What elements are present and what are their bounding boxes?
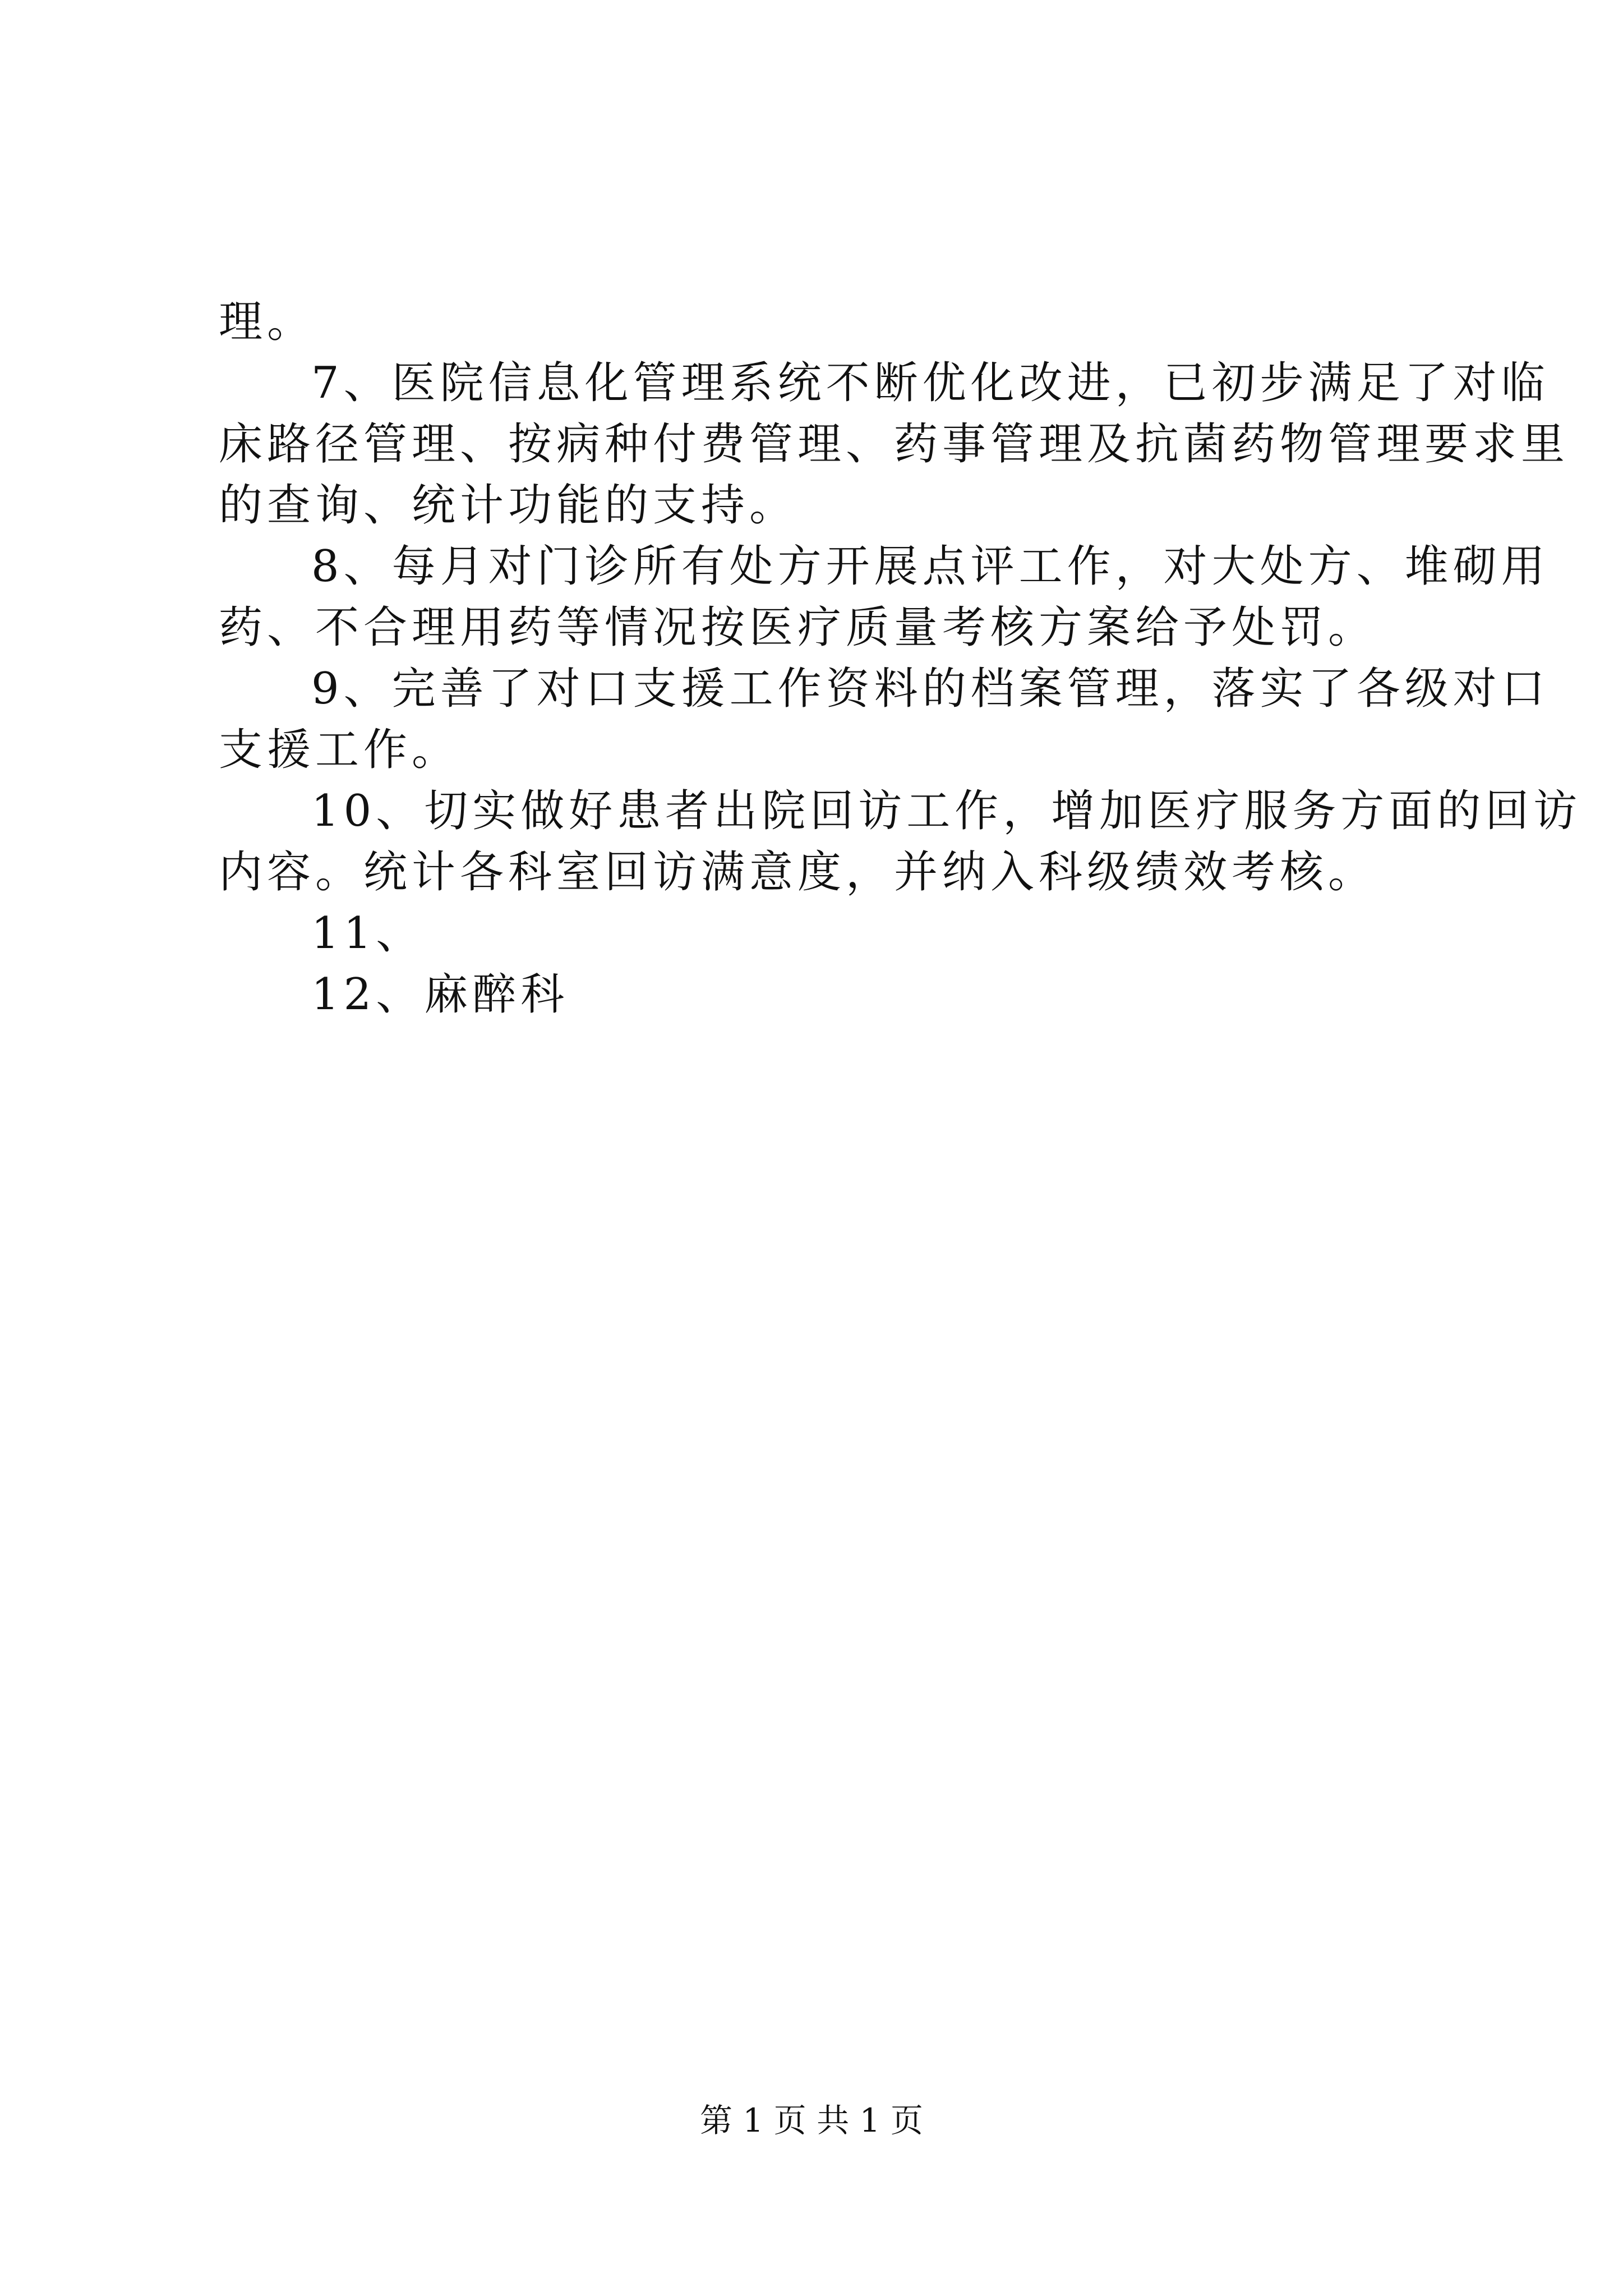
paragraph-9-line-2: 支援工作。 [219, 725, 460, 775]
paragraph-10-line-2: 内容。统计各科室回访满意度，并纳入科级绩效考核。 [219, 847, 1377, 898]
page-footer [0, 2098, 1623, 2143]
document-body [219, 292, 1582, 1025]
paragraph-7-line-1: 7、医院信息化管理系统不断优化改进，已初步满足了对临 [311, 358, 1550, 408]
text-line: 理。 [219, 297, 316, 347]
page-number-label: 第 1 页 共 1 页 [700, 2101, 923, 2139]
paragraph-10-line-1: 10、切实做好患者出院回访工作，增加医疗服务方面的回访 [311, 786, 1582, 836]
paragraph-8-line-2: 药、不合理用药等情况按医疗质量考核方案给予处罚。 [219, 602, 1377, 653]
paragraph-7-line-3: 的查询、统计功能的支持。 [219, 480, 798, 531]
paragraph-11: 11、 [311, 908, 425, 959]
paragraph-12: 12、麻醉科 [311, 969, 569, 1020]
paragraph-9-line-1: 9、完善了对口支援工作资料的档案管理，落实了各级对口 [311, 664, 1550, 714]
paragraph-7-line-2: 床路径管理、按病种付费管理、药事管理及抗菌药物管理要求里 [219, 419, 1570, 470]
paragraph-8-line-1: 8、每月对门诊所有处方开展点评工作，对大处方、堆砌用 [311, 541, 1550, 592]
